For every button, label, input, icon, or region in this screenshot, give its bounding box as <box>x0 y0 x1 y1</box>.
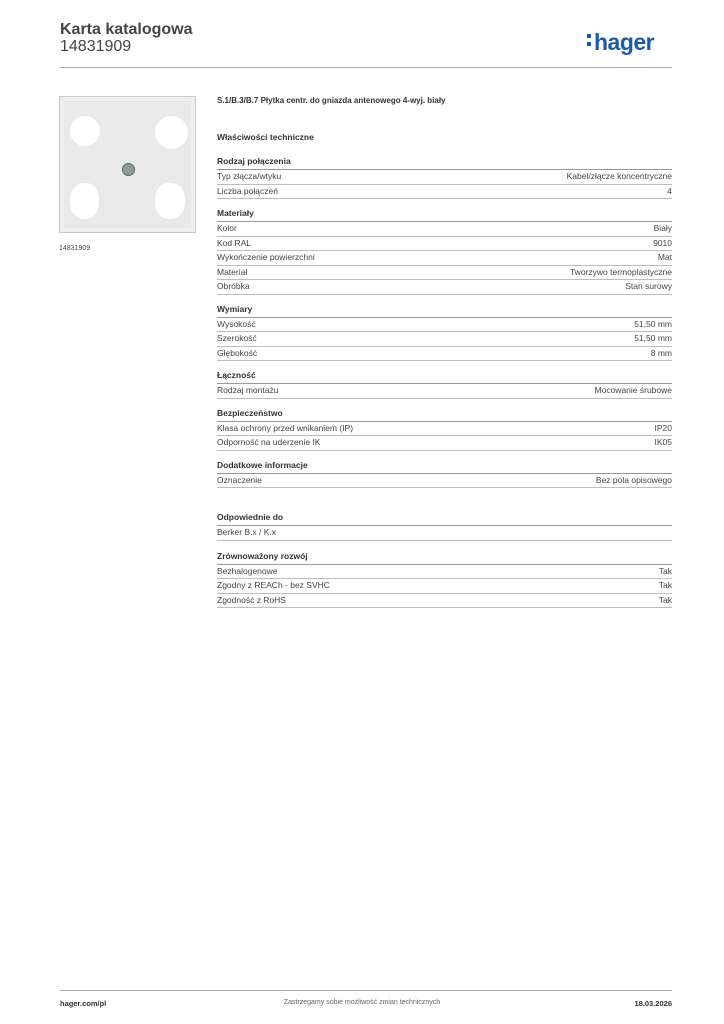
spec-row <box>217 280 672 295</box>
spec-column <box>217 96 672 608</box>
spec-label: Rodzaj montażu <box>217 385 279 395</box>
footer-url[interactable]: hager.com/pl <box>60 999 107 1008</box>
spec-value: 51,50 mm <box>634 318 672 329</box>
spec-value: Bez pola opisowego <box>595 474 672 485</box>
spec-group <box>217 460 672 489</box>
spec-group-title: Rodzaj połączenia <box>217 156 672 170</box>
connector-hole-top-left <box>70 116 100 146</box>
connector-hole-top-right <box>155 116 188 149</box>
spec-value: Biały <box>653 223 672 233</box>
spec-row <box>217 332 672 347</box>
spec-row <box>217 384 672 399</box>
spec-group <box>217 304 672 362</box>
spec-row <box>217 251 672 266</box>
spec-value: 4 <box>667 185 672 196</box>
spec-group <box>217 156 672 199</box>
spec-label: Wykończenie powierzchni <box>217 252 315 262</box>
spec-group-title: Łączność <box>217 370 672 384</box>
spec-row <box>217 347 672 362</box>
spec-value: Stan surowy <box>625 281 672 291</box>
spec-group <box>217 512 672 541</box>
document-number: 14831909 <box>60 38 132 55</box>
spec-value: 51,50 mm <box>634 333 672 343</box>
spec-row <box>217 474 672 489</box>
spec-label: Obróbka <box>217 281 250 291</box>
spec-label: Klasa ochrony przed wnikaniem (IP) <box>217 422 354 433</box>
spec-value: Kabel/złącze koncentryczne <box>566 171 672 181</box>
spec-value: IP20 <box>654 422 672 433</box>
product-title: S.1/B.3/B.7 Płytka centr. do gniazda antenowego 4-wyj. biały <box>217 96 446 105</box>
spec-label: Typ złącza/wtyku <box>217 171 282 181</box>
hager-logo <box>594 29 654 56</box>
spec-label: Zgodność z RoHS <box>217 594 286 605</box>
spec-group-title: Materiały <box>217 208 672 222</box>
spec-row <box>217 266 672 281</box>
spec-row <box>217 565 672 580</box>
spec-value: Tworzywo termoplastyczne <box>569 266 672 277</box>
spec-label: Materiał <box>217 266 248 277</box>
spec-group-title: Odpowiednie do <box>217 512 672 526</box>
footer-date: 18.03.2026 <box>634 999 672 1008</box>
spec-group <box>217 370 672 399</box>
spec-value: Tak <box>658 594 672 605</box>
spec-group-title: Bezpieczeństwo <box>217 408 672 422</box>
spec-row <box>217 579 672 594</box>
spec-row <box>217 237 672 252</box>
spec-label: Kod RAL <box>217 237 252 248</box>
spec-value: IK05 <box>654 437 672 447</box>
spec-row <box>217 318 672 333</box>
spec-row <box>217 526 672 541</box>
spec-label: Głębokość <box>217 347 258 358</box>
header-divider <box>60 67 672 68</box>
spec-group <box>217 551 672 609</box>
spec-label: Wysokość <box>217 318 256 329</box>
spec-group <box>217 408 672 451</box>
spec-row <box>217 185 672 200</box>
spec-heading: Właściwości techniczne <box>217 132 314 142</box>
spec-label: Bezhalogenowe <box>217 565 278 576</box>
spec-value: Tak <box>658 580 672 590</box>
spec-row <box>217 422 672 437</box>
spec-group-title: Zrównoważony rozwój <box>217 551 672 565</box>
spec-value: Mat <box>657 252 672 262</box>
spec-group-title: Wymiary <box>217 304 672 318</box>
spec-row <box>217 594 672 609</box>
connector-hole-bottom-right <box>155 183 185 219</box>
logo-dots-icon <box>587 34 592 52</box>
spec-group-title: Dodatkowe informacje <box>217 460 672 474</box>
screw-icon <box>122 163 135 176</box>
spec-label: Szerokość <box>217 333 257 343</box>
image-caption: 14831909 <box>59 245 91 252</box>
spec-value: Mocowanie śrubowe <box>594 385 672 395</box>
spec-value: 9010 <box>653 237 672 248</box>
spec-label: Oznaczenie <box>217 474 262 485</box>
spec-label: Kolor <box>217 223 237 233</box>
spec-label: Zgodny z REACh - bez SVHC <box>217 580 330 590</box>
spec-value: 8 mm <box>650 347 672 358</box>
spec-label: Odporność na uderzenie IK <box>217 437 321 447</box>
footer-divider <box>60 990 672 991</box>
spec-row <box>217 222 672 237</box>
suitable-section <box>217 512 672 541</box>
spec-groups <box>217 156 672 488</box>
spec-group <box>217 208 672 295</box>
logo-text: hager <box>594 29 655 55</box>
product-image <box>59 96 196 233</box>
spec-value: Tak <box>658 565 672 576</box>
spec-label: Berker B.x / K.x <box>217 527 277 537</box>
spec-row <box>217 170 672 185</box>
footer-note: Zastrzegamy sobie możliwość zmian technicznych <box>283 999 441 1006</box>
spec-row <box>217 436 672 451</box>
spec-label: Liczba połączeń <box>217 185 278 196</box>
document-title: Karta katalogowa <box>60 21 193 38</box>
connector-hole-bottom-left <box>70 183 99 219</box>
sustainability-section <box>217 551 672 609</box>
cover-plate-shape <box>64 101 191 228</box>
